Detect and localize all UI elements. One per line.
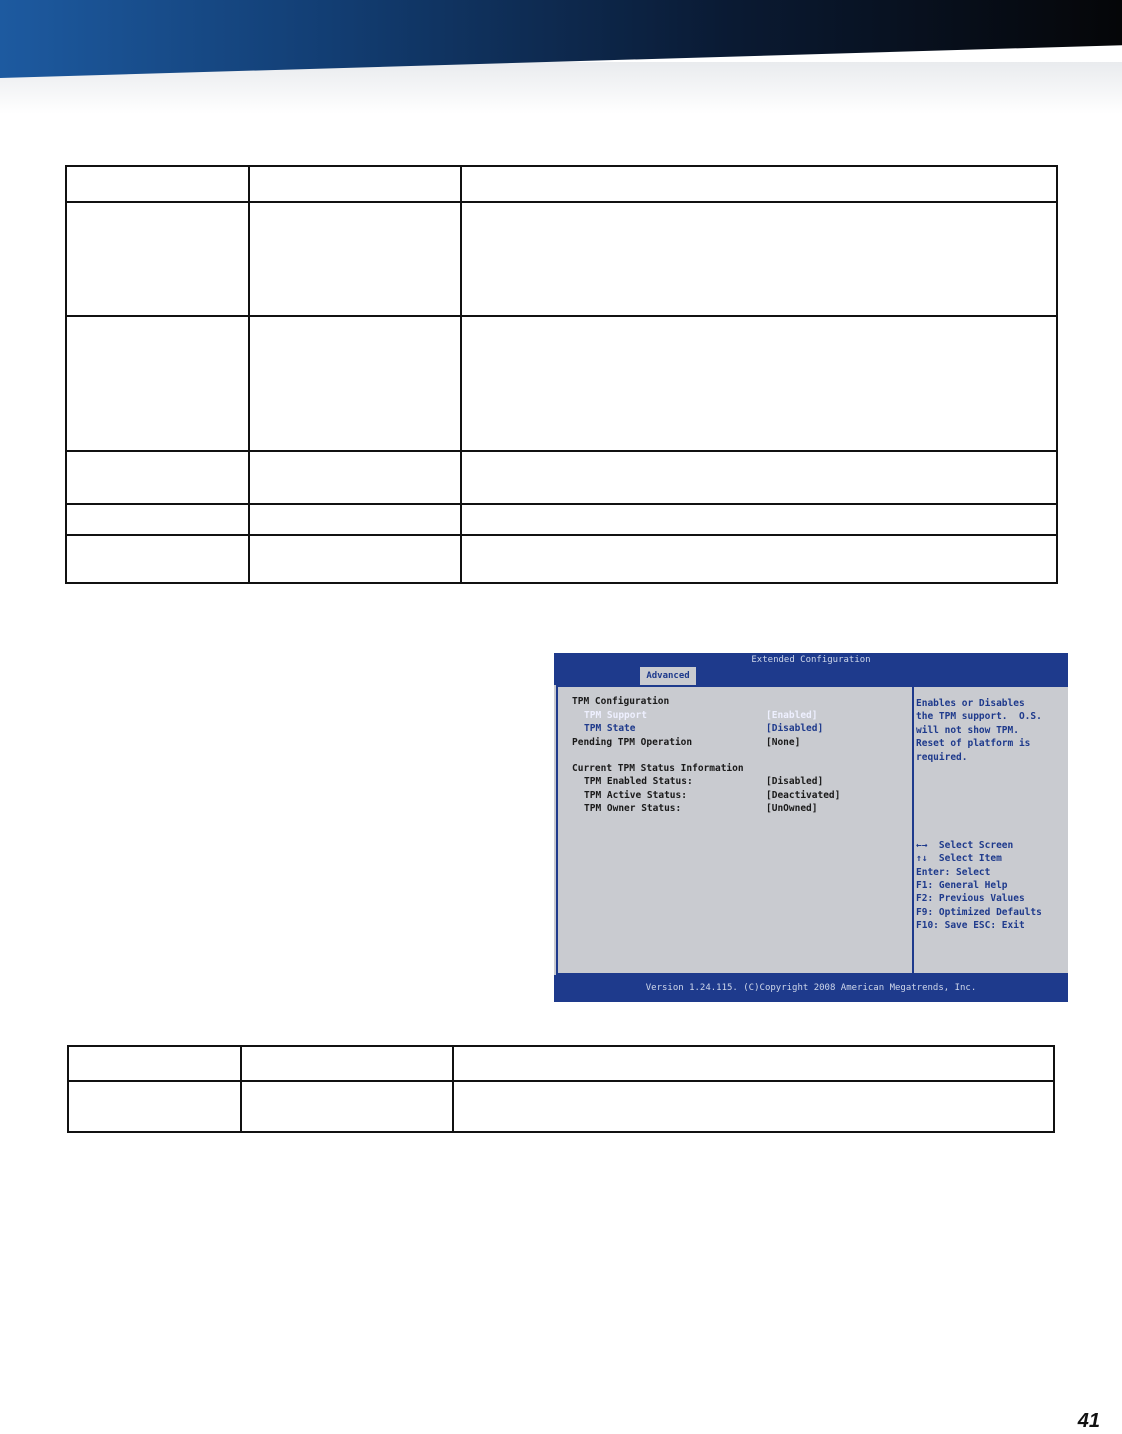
bios-item-label[interactable]: TPM State [584,723,636,734]
bios-status-label: TPM Enabled Status: [584,776,693,787]
bios-key-hint: ↑↓ Select Item [916,853,1002,864]
table-cell [249,451,461,504]
bios-key-hint: F9: Optimized Defaults [916,907,1042,918]
table-cell [453,1081,1054,1132]
table-cell [249,166,461,202]
table-row [66,535,1057,583]
settings-table-2 [67,1045,1055,1133]
table-cell [249,316,461,451]
table-row [68,1081,1054,1132]
table-row [66,451,1057,504]
table-row [66,316,1057,451]
settings-table-1 [65,165,1058,584]
bios-tab-bar [554,667,1068,685]
bios-status-value: [UnOwned] [766,803,818,814]
bios-footer: Version 1.24.115. (C)Copyright 2008 American Megatrends, Inc. [554,975,1068,1002]
table-cell [241,1081,453,1132]
bios-key-hint: Enter: Select [916,867,991,878]
table-cell [66,166,249,202]
bios-key-hint: F10: Save ESC: Exit [916,920,1025,931]
table-row [66,504,1057,535]
table-header-row [68,1046,1054,1081]
table-row [66,202,1057,316]
bios-status-value: [Disabled] [766,776,824,787]
table-cell [241,1046,453,1081]
bios-help-line: Reset of platform is [916,738,1031,749]
bios-item-value: [None] [766,737,801,748]
table-header-row [66,166,1057,202]
bios-help-line: required. [916,752,968,763]
table-cell [68,1046,241,1081]
bios-item-value[interactable]: [Enabled] [766,710,818,721]
bios-status-title: Current TPM Status Information [572,763,744,774]
bios-status-value: [Deactivated] [766,790,841,801]
table-cell [249,202,461,316]
bios-title: Extended Configuration [554,653,1068,667]
table-cell [66,316,249,451]
bios-status-label: TPM Owner Status: [584,803,682,814]
table-cell [461,166,1057,202]
bios-help-line: Enables or Disables [916,698,1025,709]
bios-key-hint: ←→ Select Screen [916,840,1014,851]
bios-item-label[interactable]: TPM Support [584,710,647,721]
bios-screenshot [554,653,1068,1002]
table-cell [68,1081,241,1132]
bios-item-value[interactable]: [Disabled] [766,723,824,734]
bios-key-hint: F1: General Help [916,880,1008,891]
bios-status-label: TPM Active Status: [584,790,687,801]
page-number: 41 [1077,1410,1100,1432]
bios-help-line: will not show TPM. [916,725,1019,736]
bios-section-title: TPM Configuration [572,696,670,707]
table-cell [66,504,249,535]
table-cell [461,202,1057,316]
table-cell [453,1046,1054,1081]
table-cell [66,451,249,504]
bios-key-hint: F2: Previous Values [916,893,1025,904]
table-cell [249,535,461,583]
bios-item-label: Pending TPM Operation [572,737,693,748]
table-cell [461,504,1057,535]
bios-tab-advanced[interactable]: Advanced [640,667,696,685]
table-cell [66,202,249,316]
bios-help-line: the TPM support. O.S. [916,711,1042,722]
table-cell [249,504,461,535]
table-cell [461,316,1057,451]
table-cell [461,451,1057,504]
table-cell [66,535,249,583]
table-cell [461,535,1057,583]
